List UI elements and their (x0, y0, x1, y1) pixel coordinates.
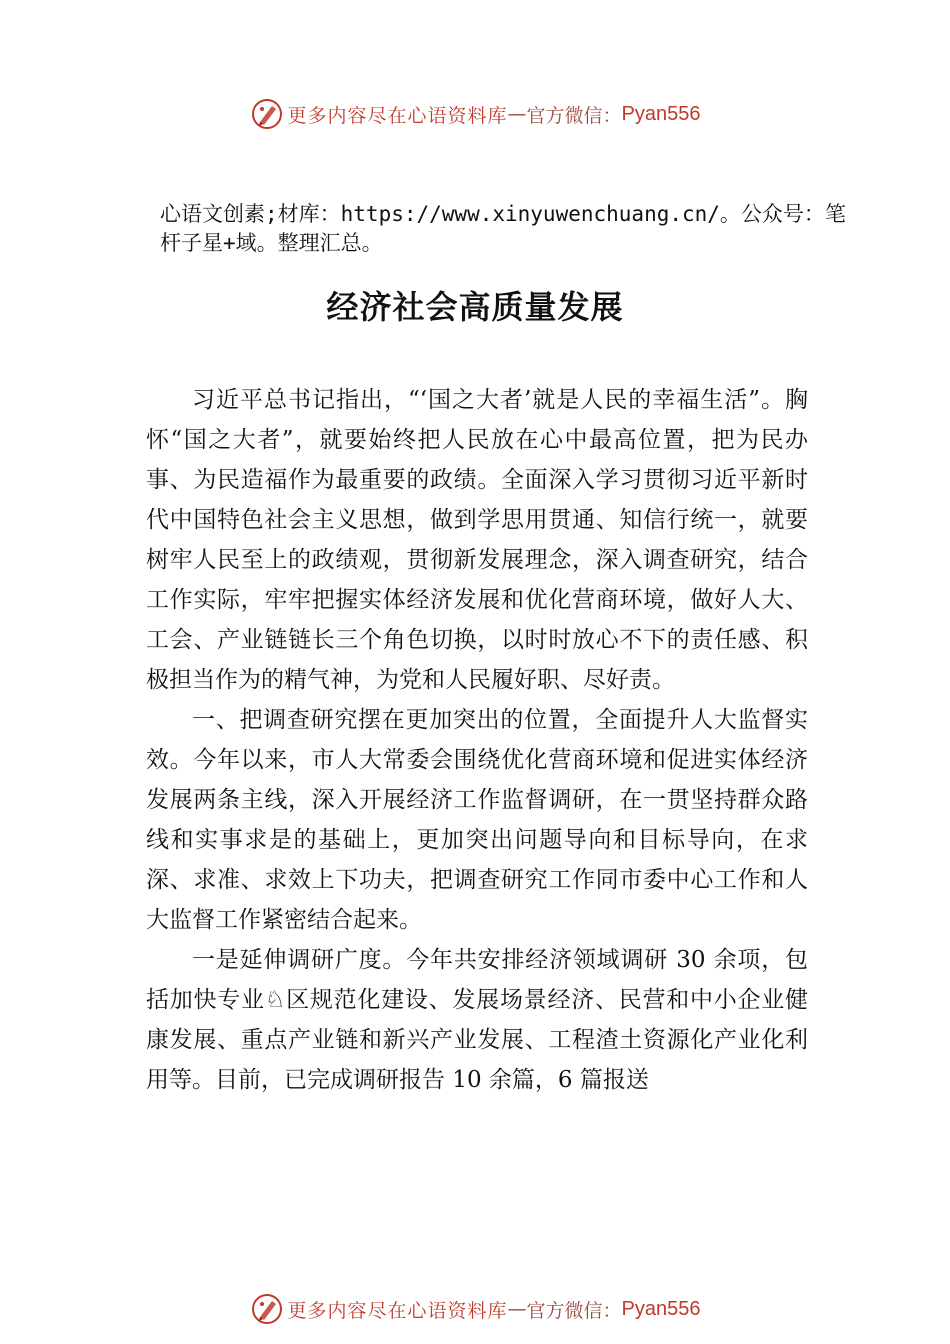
banner-contact-label: 官方微信： (526, 104, 622, 127)
banner-text: 更多内容尽在心语资料库 (287, 104, 508, 127)
banner-dash: — (507, 1298, 527, 1320)
source-note: 心语文创素;材库：https://www.xinyuwenchuang.cn/。公众号：笔杆子星+域。整理汇总。 (160, 202, 846, 255)
banner-contact-id: Pyan556 (621, 1297, 701, 1320)
pen-logo-icon (250, 97, 284, 131)
pen-logo-icon (250, 1292, 284, 1326)
document-body (146, 380, 808, 1100)
header-banner (0, 92, 950, 136)
document-title: 经济社会高质量发展 (326, 288, 624, 326)
paragraph-item-one: 一是延伸调研广度。今年共安排经济领域调研 30 余项，包括加快专业♘区规范化建设、发展场景经济、民营和中小企业健康发展、重点产业链和新兴产业发展、工程渣土资源化产业化利用等。目前，已完成调研报告 10 余篇，6 篇报送 (146, 947, 808, 1093)
banner-contact-id: Pyan556 (621, 102, 701, 125)
footer-banner (0, 1287, 950, 1331)
paragraph-section-one: 一、把调查研究摆在更加突出的位置，全面提升人大监督实效。今年以来，市人大常委会围绕优化营商环境和促进实体经济发展两条主线，深入开展经济工作监督调研，在一贯坚持群众路线和实事求是的基础上，更加突出问题导向和目标导向，在求深、求准、求效上下功夫，把调查研究工作同市委中心工作和人大监督工作紧密结合起来。 (146, 707, 808, 933)
paragraph-intro: 习近平总书记指出，“‘国之大者’就是人民的幸福生活”。胸怀“国之大者”，就要始终把人民放在心中最高位置，把为民办事、为民造福作为最重要的政绩。全面深入学习贯彻习近平新时代中国特色社会主义思想，做到学思用贯通、知信行统一，就要树牢人民至上的政绩观，贯彻新发展理念，深入调查研究，结合工作实际，牢牢把握实体经济发展和优化营商环境，做好人大、工会、产业链链长三个角色切换，以时时放心不下的责任感、积极担当作为的精气神，为党和人民履好职、尽好责。 (146, 387, 808, 693)
banner-dash: — (507, 103, 527, 125)
banner-text: 更多内容尽在心语资料库 (287, 1299, 508, 1322)
banner-contact-label: 官方微信： (526, 1299, 622, 1322)
